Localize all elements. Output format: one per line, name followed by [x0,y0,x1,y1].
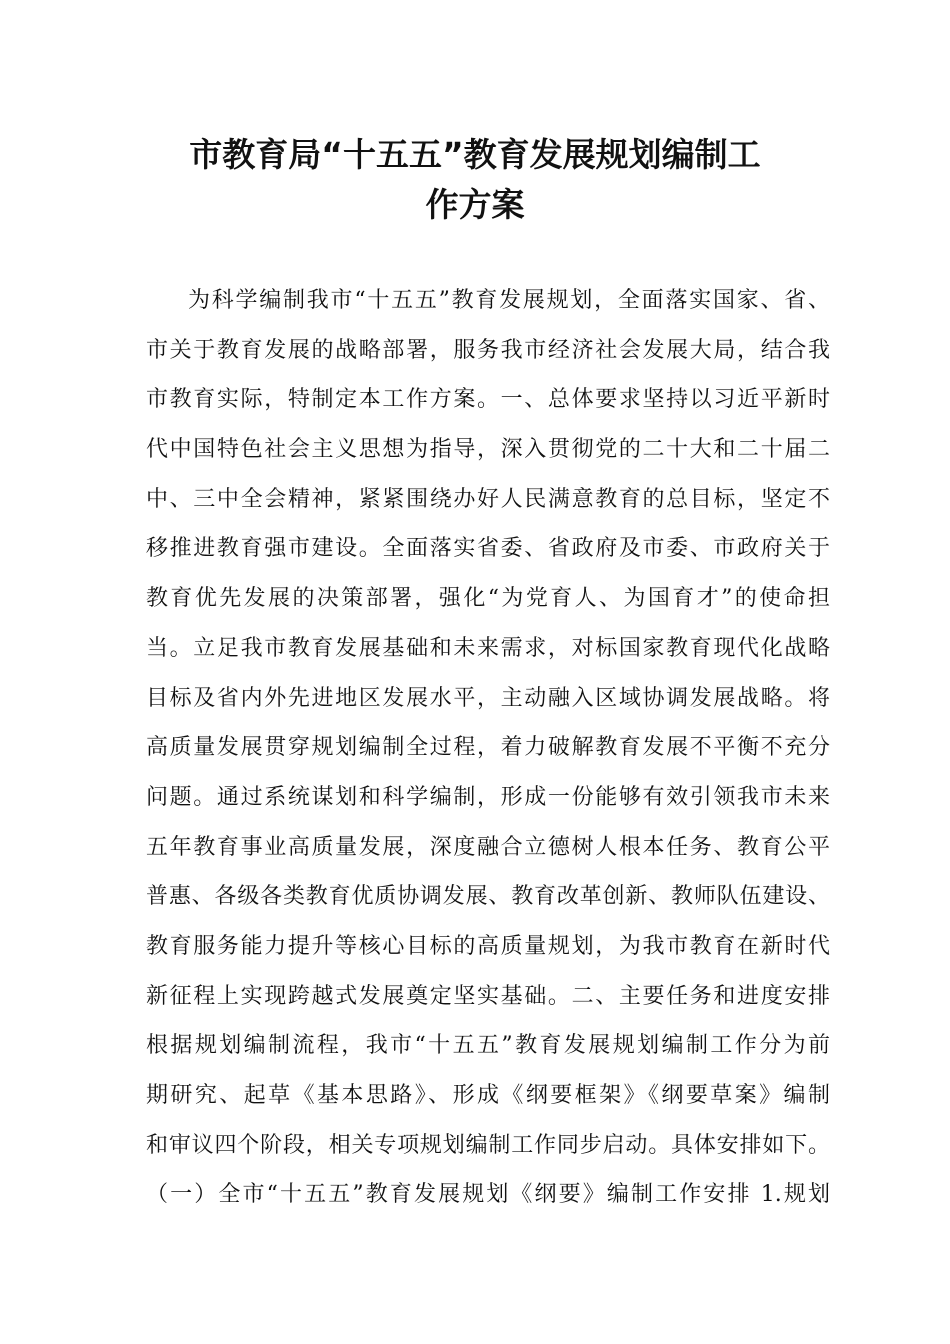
body-line: 问题。通过系统谋划和科学编制，形成一份能够有效引领我市未来 [146,784,830,810]
body-line: 期研究、起草《基本思路》、形成《纲要框架》《纲要草案》编制 [146,1083,830,1108]
body-line: 市关于教育发展的战略部署，服务我市经济社会发展大局，结合我 [146,337,830,363]
body-line: 教育服务能力提升等核心目标的高质量规划，为我市教育在新时代 [146,933,830,959]
body-line: 市教育实际，特制定本工作方案。一、总体要求坚持以习近平新时 [146,387,830,413]
body-line: 普惠、各级各类教育优质协调发展、教育改革创新、教师队伍建设、 [146,884,830,910]
body-line: 和审议四个阶段，相关专项规划编制工作同步启动。具体安排如下。 [146,1132,830,1158]
body-line: （一）全市“十五五”教育发展规划《纲要》编制工作安排 1.规划 [146,1182,830,1208]
body-line: 五年教育事业高质量发展，深度融合立德树人根本任务、教育公平 [146,834,830,860]
body-line: 中、三中全会精神，紧紧围绕办好人民满意教育的总目标，坚定不 [146,486,830,512]
document-title-line-2: 作方案 [425,185,525,224]
body-line: 为科学编制我市“十五五”教育发展规划，全面落实国家、省、 [188,288,830,313]
body-line: 目标及省内外先进地区发展水平，主动融入区域协调发展战略。将 [146,685,830,711]
body-line: 高质量发展贯穿规划编制全过程，着力破解教育发展不平衡不充分 [146,735,830,761]
body-line: 移推进教育强市建设。全面落实省委、省政府及市委、市政府关于 [146,536,830,562]
body-line: 教育优先发展的决策部署，强化“为党育人、为国育才”的使命担 [146,586,830,612]
document-title-line-1: 市教育局“十五五”教育发展规划编制工 [189,135,761,174]
body-line: 代中国特色社会主义思想为指导，深入贯彻党的二十大和二十届二 [146,437,830,463]
body-line: 根据规划编制流程，我市“十五五”教育发展规划编制工作分为前 [146,1033,830,1059]
document-body [146,276,830,1220]
body-line: 当。立足我市教育发展基础和未来需求，对标国家教育现代化战略 [146,635,830,661]
body-line: 新征程上实现跨越式发展奠定坚实基础。二、主要任务和进度安排 [146,983,830,1009]
